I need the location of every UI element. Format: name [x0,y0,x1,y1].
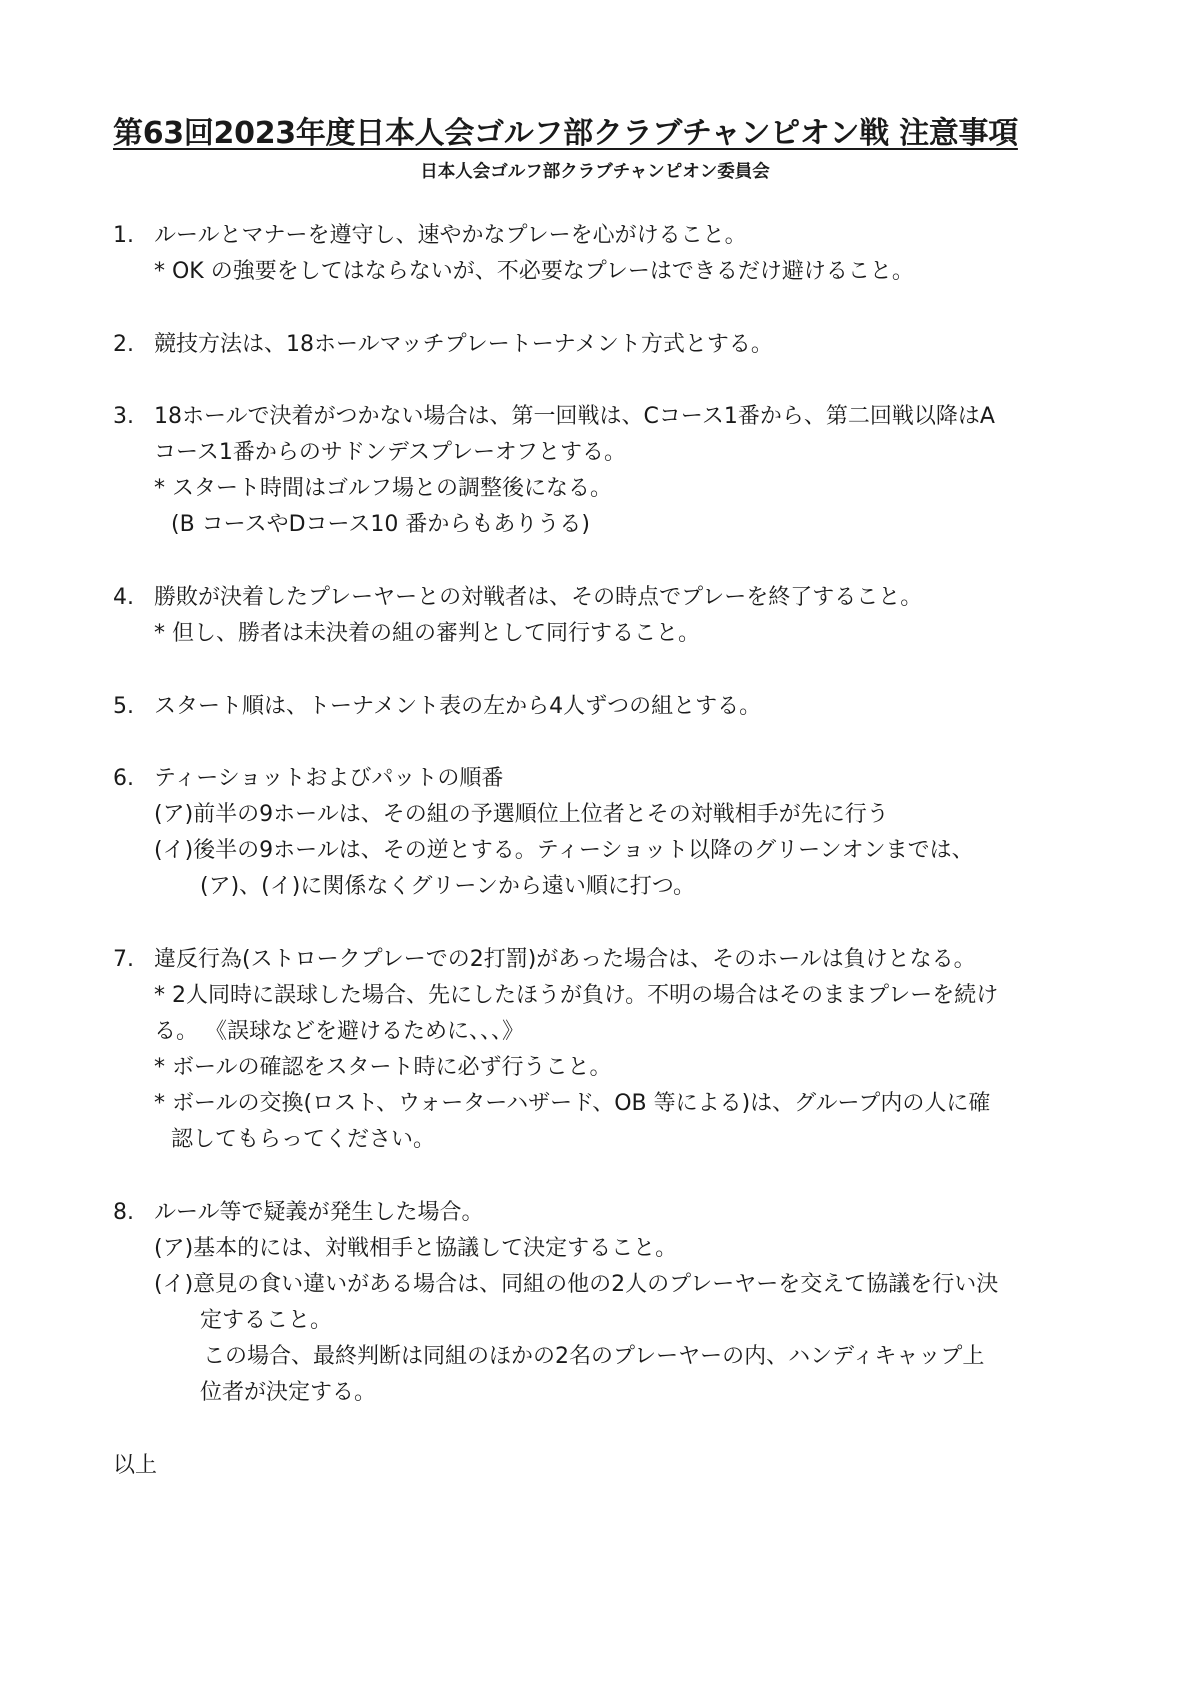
item-subline: (ア)基本的には、対戦相手と協議して決定すること。 [154,1236,678,1261]
item-number: 8. [113,1200,134,1225]
item-number: 5. [113,694,134,719]
item-note: * ボールの確認をスタート時に必ず行うこと。 [154,1055,612,1080]
item-line: 勝敗が決着したプレーヤーとの対戦者は、その時点でプレーを終了すること。 [154,585,923,610]
item-subline: (ア)、(イ)に関係なくグリーンから遠い順に打つ。 [200,874,696,899]
document-subtitle: 日本人会ゴルフ部クラブチャンピオン委員会 [420,162,770,182]
item-line: ルール等で疑義が発生した場合。 [154,1200,484,1225]
item-subline: (イ)後半の9ホールは、その逆とする。ティーショット以降のグリーンオンまでは、 [154,838,974,863]
item-line: スタート順は、トーナメント表の左から4人ずつの組とする。 [154,694,762,719]
item-note: * 2人同時に誤球した場合、先にしたほうが負け。不明の場合はそのままプレーを続け [154,983,999,1008]
item-line: 違反行為(ストロークプレーでの2打罰)があった場合は、そのホールは負けとなる。 [154,947,976,972]
item-note: 認してもらってください。 [171,1127,436,1152]
closing-text: 以上 [113,1453,158,1478]
item-subline: (イ)意見の食い違いがある場合は、同組の他の2人のプレーヤーを交えて協議を行い決 [154,1272,999,1297]
item-number: 6. [113,766,134,791]
item-line: ティーショットおよびパットの順番 [154,766,504,791]
item-subline: 定すること。 [200,1308,333,1333]
item-number: 7. [113,947,134,972]
item-subline: この場合、最終判断は同組のほかの2名のプレーヤーの内、ハンディキャップ上 [203,1344,985,1369]
item-note: (B コースやDコース10 番からもありうる) [171,512,590,537]
item-line: コース1番からのサドンデスプレーオフとする。 [154,440,627,465]
item-subline: 位者が決定する。 [200,1380,377,1405]
item-line: ルールとマナーを遵守し、速やかなプレーを心がけること。 [154,223,747,248]
item-note: * OK の強要をしてはならないが、不必要なプレーはできるだけ避けること。 [154,259,914,284]
document-title: 第63回2023年度日本人会ゴルフ部クラブチャンピオン戦 注意事項 [113,116,1018,151]
item-number: 1. [113,223,134,248]
item-subline: (ア)前半の9ホールは、その組の予選順位上位者とその対戦相手が先に行う [154,802,889,827]
item-note: * スタート時間はゴルフ場との調整後になる。 [154,476,612,501]
item-note: * 但し、勝者は未決着の組の審判として同行すること。 [154,621,700,646]
item-line: 18ホールで決着がつかない場合は、第一回戦は、Cコース1番から、第二回戦以降はA [154,404,995,429]
item-line: 競技方法は、18ホールマッチプレートーナメント方式とする。 [154,332,773,357]
item-note: る。 《誤球などを避けるために、、、》 [154,1019,524,1044]
item-number: 2. [113,332,134,357]
item-note: * ボールの交換(ロスト、ウォーターハザード、OB 等による)は、グループ内の人に確 [154,1091,991,1116]
item-number: 4. [113,585,134,610]
item-number: 3. [113,404,134,429]
